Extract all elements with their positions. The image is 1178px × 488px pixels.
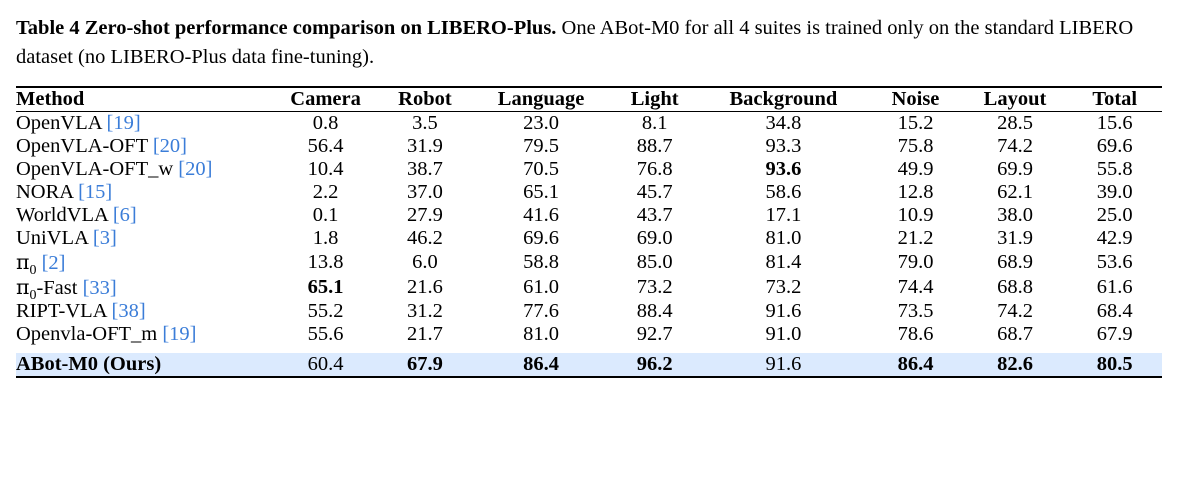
method-name-cell: OpenVLA-OFT_w [20] — [16, 158, 213, 181]
row-spacer-cell — [16, 346, 1162, 353]
value-cell-total: 25.0 — [1096, 204, 1133, 227]
value-cell-total: 80.5 — [1067, 353, 1162, 377]
table-row — [16, 275, 1162, 300]
method-name-cell: ABot-M0 (Ours) — [16, 353, 272, 377]
column-header-noise: Noise — [891, 88, 940, 111]
column-header-method: Method — [16, 88, 85, 111]
value-cell-robot: 6.0 — [412, 251, 438, 274]
table-row — [16, 181, 1162, 204]
column-header-background: Background — [729, 88, 838, 111]
value-cell-camera: 10.4 — [307, 158, 344, 181]
value-cell-layout: 74.2 — [997, 135, 1033, 158]
value-cell-robot: 67.9 — [379, 353, 472, 377]
value-cell-light: 43.7 — [636, 204, 673, 227]
column-header-light: Light — [630, 88, 679, 111]
column-header-total: Total — [1092, 88, 1138, 111]
value-cell-noise: 15.2 — [897, 112, 934, 135]
value-cell-language: 41.6 — [523, 204, 559, 227]
value-cell-layout: 74.2 — [997, 300, 1033, 323]
value-cell-total: 68.4 — [1096, 300, 1133, 323]
method-name-cell: NORA [15] — [16, 181, 113, 204]
table-row — [16, 112, 1162, 135]
value-cell-camera: 60.4 — [272, 353, 378, 377]
value-cell-total: 15.6 — [1096, 112, 1133, 135]
value-cell-background: 34.8 — [765, 112, 802, 135]
value-cell-layout: 68.7 — [997, 323, 1033, 346]
value-cell-light: 45.7 — [636, 181, 673, 204]
table-row — [16, 204, 1162, 227]
value-cell-robot: 31.2 — [406, 300, 443, 323]
table-row — [16, 323, 1162, 346]
value-cell-noise: 79.0 — [897, 251, 934, 274]
value-cell-language: 77.6 — [523, 300, 559, 323]
caption-description: One ABot-M0 for all 4 suites is trained only on the standard LIBERO dataset (no LIBERO-Plus data fine-tuning). — [16, 17, 1134, 69]
value-cell-total: 55.8 — [1096, 158, 1133, 181]
value-cell-noise: 74.4 — [897, 276, 934, 299]
value-cell-background: 91.6 — [698, 353, 868, 377]
value-cell-background: 81.0 — [765, 227, 802, 250]
value-cell-robot: 46.2 — [406, 227, 443, 250]
method-name-cell: $\pi_0$ [2] — [16, 250, 66, 279]
value-cell-language: 23.0 — [523, 112, 559, 135]
table-row — [16, 227, 1162, 250]
value-cell-total: 39.0 — [1096, 181, 1133, 204]
value-cell-light: 85.0 — [636, 251, 673, 274]
value-cell-noise: 49.9 — [897, 158, 934, 181]
value-cell-total: 67.9 — [1096, 323, 1133, 346]
citation-link[interactable]: [19] — [106, 112, 141, 135]
value-cell-light: 8.1 — [641, 112, 668, 135]
value-cell-total: 53.6 — [1096, 251, 1133, 274]
value-cell-total: 42.9 — [1096, 227, 1133, 250]
method-name-cell: $\pi_0$-Fast [33] — [16, 275, 117, 304]
value-cell-language: 86.4 — [471, 353, 611, 377]
table-caption — [16, 14, 1162, 72]
value-cell-robot: 27.9 — [406, 204, 443, 227]
value-cell-noise: 78.6 — [897, 323, 934, 346]
value-cell-light: 92.7 — [636, 323, 673, 346]
value-cell-camera: 56.4 — [307, 135, 344, 158]
citation-link[interactable]: [20] — [178, 158, 213, 181]
value-cell-camera: 0.1 — [312, 204, 339, 227]
value-cell-light: 69.0 — [636, 227, 673, 250]
method-name-cell: WorldVLA [6] — [16, 204, 137, 227]
value-cell-light: 73.2 — [636, 276, 673, 299]
citation-link[interactable]: [38] — [111, 300, 146, 323]
value-cell-camera: 55.6 — [307, 323, 344, 346]
row-spacer — [16, 346, 1162, 353]
value-cell-background: 17.1 — [765, 204, 802, 227]
table-row — [16, 353, 1162, 377]
table-row — [16, 250, 1162, 275]
rule-line — [16, 377, 1162, 378]
value-cell-camera: 13.8 — [307, 251, 344, 274]
column-header-camera: Camera — [290, 88, 361, 111]
value-cell-noise: 86.4 — [868, 353, 962, 377]
value-cell-noise: 10.9 — [897, 204, 934, 227]
value-cell-background: 91.6 — [765, 300, 802, 323]
citation-link[interactable]: [3] — [92, 227, 117, 250]
table-row — [16, 135, 1162, 158]
value-cell-light: 76.8 — [636, 158, 673, 181]
value-cell-layout: 68.9 — [997, 251, 1033, 274]
citation-link[interactable]: [33] — [82, 277, 117, 300]
value-cell-robot: 21.6 — [406, 276, 443, 299]
table-bottom-rule — [16, 377, 1162, 378]
value-cell-noise: 75.8 — [897, 135, 934, 158]
value-cell-robot: 38.7 — [406, 158, 443, 181]
value-cell-background: 81.4 — [765, 251, 802, 274]
value-cell-camera: 2.2 — [312, 181, 339, 204]
value-cell-light: 96.2 — [611, 353, 698, 377]
method-name-cell: OpenVLA-OFT [20] — [16, 135, 187, 158]
value-cell-layout: 69.9 — [997, 158, 1033, 181]
column-header-layout: Layout — [983, 88, 1047, 111]
caption-title: Table 4 Zero-shot performance comparison on LIBERO-Plus. — [16, 17, 557, 39]
value-cell-language: 65.1 — [523, 181, 559, 204]
value-cell-camera: 65.1 — [307, 276, 344, 299]
value-cell-background: 58.6 — [765, 181, 802, 204]
citation-link[interactable]: [2] — [41, 252, 66, 275]
value-cell-total: 69.6 — [1096, 135, 1133, 158]
column-header-robot: Robot — [398, 88, 452, 111]
value-cell-light: 88.7 — [636, 135, 673, 158]
method-name-cell: RIPT-VLA [38] — [16, 300, 146, 323]
value-cell-noise: 12.8 — [897, 181, 934, 204]
method-name-cell: Openvla-OFT_m [19] — [16, 323, 197, 346]
value-cell-language: 70.5 — [523, 158, 559, 181]
value-cell-language: 81.0 — [523, 323, 559, 346]
value-cell-layout: 68.8 — [997, 276, 1033, 299]
value-cell-language: 69.6 — [523, 227, 559, 250]
value-cell-robot: 21.7 — [406, 323, 443, 346]
value-cell-background: 91.0 — [765, 323, 802, 346]
value-cell-layout: 28.5 — [997, 112, 1033, 135]
value-cell-language: 58.8 — [523, 251, 559, 274]
value-cell-layout: 31.9 — [997, 227, 1033, 250]
value-cell-background: 73.2 — [765, 276, 802, 299]
column-header-language: Language — [497, 88, 585, 111]
value-cell-language: 61.0 — [523, 276, 559, 299]
citation-link[interactable]: [19] — [162, 323, 197, 346]
table-row — [16, 158, 1162, 181]
value-cell-total: 61.6 — [1096, 276, 1133, 299]
table-row — [16, 300, 1162, 323]
value-cell-noise: 21.2 — [897, 227, 934, 250]
value-cell-camera: 0.8 — [312, 112, 339, 135]
value-cell-robot: 31.9 — [406, 135, 443, 158]
results-table — [16, 86, 1162, 378]
method-name-cell: OpenVLA [19] — [16, 112, 141, 135]
value-cell-layout: 38.0 — [997, 204, 1033, 227]
value-cell-camera: 1.8 — [312, 227, 339, 250]
value-cell-background: 93.3 — [765, 135, 802, 158]
value-cell-robot: 3.5 — [412, 112, 438, 135]
value-cell-camera: 55.2 — [307, 300, 344, 323]
value-cell-layout: 62.1 — [997, 181, 1033, 204]
value-cell-robot: 37.0 — [406, 181, 443, 204]
value-cell-noise: 73.5 — [897, 300, 934, 323]
citation-link[interactable]: [15] — [78, 181, 113, 204]
value-cell-layout: 82.6 — [963, 353, 1068, 377]
citation-link[interactable]: [20] — [152, 135, 187, 158]
value-cell-background: 93.6 — [765, 158, 802, 181]
value-cell-light: 88.4 — [636, 300, 673, 323]
method-name-cell: UniVLA [3] — [16, 227, 117, 250]
value-cell-language: 79.5 — [523, 135, 559, 158]
citation-link[interactable]: [6] — [112, 204, 137, 227]
table-header-row — [16, 88, 1162, 112]
